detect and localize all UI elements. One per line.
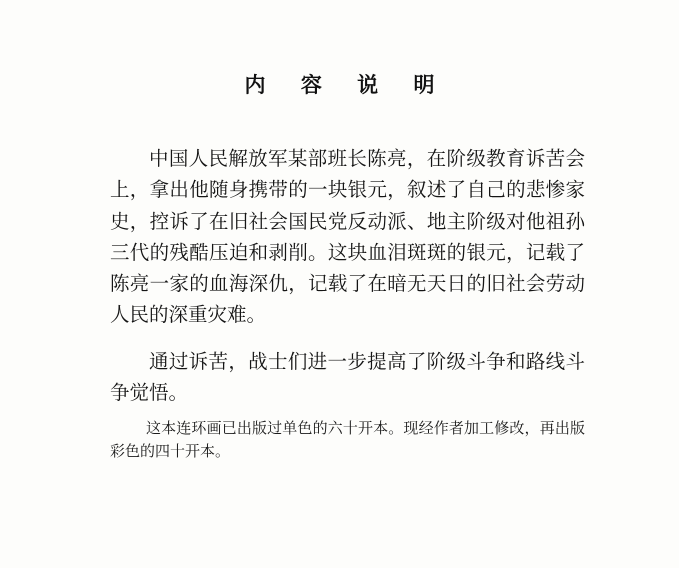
page-title: 内 容 说 明 <box>244 73 449 97</box>
publication-note: 这本连环画已出版过单色的六十开本。现经作者加工修改，再出版彩色的四十开本。 <box>110 419 585 460</box>
paragraph-story: 中国人民解放军某部班长陈亮，在阶级教育诉苦会上，拿出他随身携带的一块银元，叙述了自己的悲惨家史，控诉了在旧社会国民党反动派、地主阶级对他祖孙三代的残酷压迫和剥削。这块血泪斑斑的银元，记载了陈亮一家的血海深仇，记载了在暗无天日的旧社会劳动人民的深重灾难。 <box>110 147 585 327</box>
paragraph-conclusion: 通过诉苦，战士们进一步提高了阶级斗争和路线斗争觉悟。 <box>110 350 585 405</box>
